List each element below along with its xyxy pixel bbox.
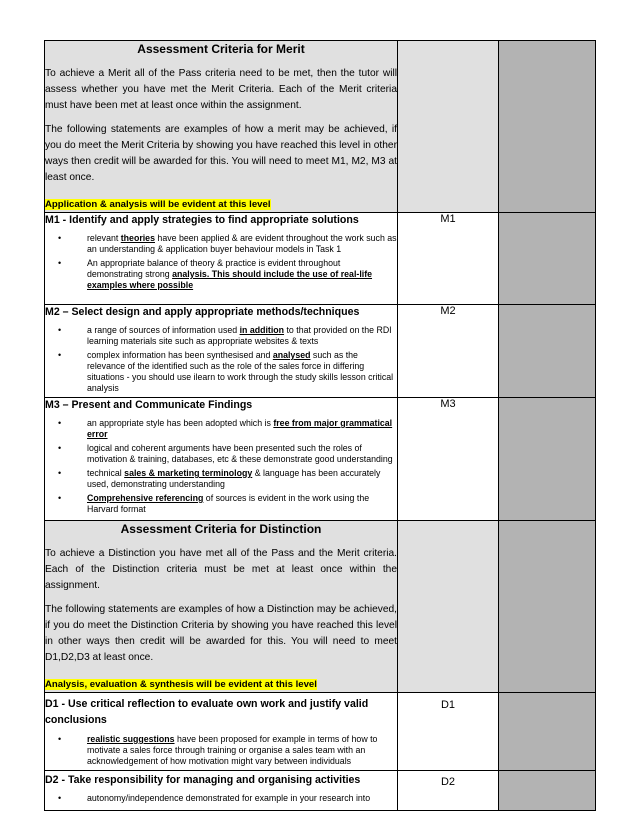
criterion-row-d2 (45, 771, 596, 811)
d2-gray-cell (499, 771, 596, 811)
merit-title: Assessment Criteria for Merit (137, 42, 305, 56)
list-item: • autonomy/independence demonstrated for example in your research into (45, 793, 397, 804)
list-item (45, 493, 397, 515)
text-run: complex information has been synthesised and (87, 350, 273, 360)
m2-code: M2 (398, 305, 499, 398)
text-run: technical (87, 468, 125, 478)
text-run: to that provided on the RDI learning materials site such as appropriate websites & texts (87, 325, 392, 346)
m1-gray-cell (499, 213, 596, 305)
d2-title: D2 - Take responsibility for managing and organising activities (45, 774, 361, 786)
distinction-header-code-cell (398, 521, 499, 693)
text-run: & language has been accurately used, demonstrating understanding (87, 468, 381, 489)
text-run: relevant (87, 233, 121, 243)
m2-gray-cell (499, 305, 596, 398)
list-item: • logical and coherent arguments have been presented such the roles of motivation & training, databases, etc & these demonstrate good understanding (45, 443, 397, 465)
merit-highlight: Application & analysis will be evident at this level (45, 199, 271, 210)
d1-cell (45, 693, 398, 771)
criterion-row-m3 (45, 398, 596, 521)
m1-title: M1 - Identify and apply strategies to find appropriate solutions (45, 214, 359, 226)
m3-code: M3 (398, 398, 499, 521)
emphasis: free from major grammatical error (87, 418, 393, 439)
emphasis: analysis. This should include the use of real-life examples where possible (87, 269, 373, 290)
text-run: have been proposed for example in terms of how to motivate a sales force through training or organise a sales team with an acknowledgement of how motivation might vary between individuals (87, 734, 378, 766)
m3-cell (45, 398, 398, 521)
m1-code: M1 (398, 213, 499, 305)
distinction-intro: To achieve a Distinction you have met all of the Pass and the Merit criteria. Each of the Distinction criteria must be met at least once within the assignment. (45, 548, 397, 591)
assessment-criteria-table (44, 40, 596, 811)
d1-title: D1 - Use critical reflection to evaluate own work and justify valid conclusions (45, 698, 369, 726)
text-run: An appropriate balance of theory & practice is evident throughout demonstrating strong (87, 258, 341, 279)
list-item (45, 350, 397, 394)
list-item (45, 734, 397, 767)
merit-examples: The following statements are examples of how a merit may be achieved, if you do meet the Merit Criteria by showing you have reached this level in other ways then credit will be awarded for this. You will need to meet M1, M2, M3 at least once. (45, 124, 397, 183)
emphasis: realistic suggestions (87, 734, 175, 744)
d1-code: D1 (398, 693, 499, 771)
emphasis: analysed (272, 350, 311, 360)
list-item (45, 233, 397, 255)
emphasis: in addition (239, 325, 285, 335)
merit-header-cell (45, 41, 398, 213)
merit-header-code-cell (398, 41, 499, 213)
distinction-highlight: Analysis, evaluation & synthesis will be evident at this level (45, 679, 317, 690)
text-run: of sources is evident in the work using the Harvard format (87, 493, 370, 514)
merit-intro: To achieve a Merit all of the Pass criteria need to be met, then the tutor will assess whether you have met the Merit Criteria. Each of the Merit criteria must have been met at least once within the assignment. (45, 68, 397, 111)
m2-title: M2 – Select design and apply appropriate methods/techniques (45, 306, 360, 318)
distinction-header-cell (45, 521, 398, 693)
emphasis: Comprehensive referencing (87, 493, 204, 503)
distinction-header-row (45, 521, 596, 693)
distinction-title: Assessment Criteria for Distinction (120, 522, 322, 536)
m3-title: M3 – Present and Communicate Findings (45, 399, 253, 411)
text-run: have been applied & are evident throughout the work such as an understanding & application buyer behaviour models in Task 1 (87, 233, 397, 254)
list-item (45, 258, 397, 291)
emphasis: theories (120, 233, 155, 243)
merit-header-row (45, 41, 596, 213)
d2-cell (45, 771, 398, 811)
m1-cell (45, 213, 398, 305)
distinction-header-gray-cell (499, 521, 596, 693)
distinction-examples: The following statements are examples of how a Distinction may be achieved, if you do meet the Distinction Criteria by showing you have reached this level in other ways then credit will be awarded for this. You will need to meet D1,D2,D3 at least once. (45, 604, 397, 663)
list-item (45, 418, 397, 440)
text-run: an appropriate style has been adopted which is (87, 418, 274, 428)
merit-header-gray-cell (499, 41, 596, 213)
d1-gray-cell (499, 693, 596, 771)
m2-cell (45, 305, 398, 398)
criterion-row-m1 (45, 213, 596, 305)
emphasis: sales & marketing terminology (124, 468, 253, 478)
d2-code: D2 (398, 771, 499, 811)
criterion-row-m2 (45, 305, 596, 398)
text-run: a range of sources of information used (87, 325, 240, 335)
text-run: such as the relevance of the identified such as the role of the sales force in differing situations - you should use ilearn to work through the study skills lesson critical analysis (87, 350, 394, 393)
list-item (45, 468, 397, 490)
m3-gray-cell (499, 398, 596, 521)
list-item (45, 325, 397, 347)
criterion-row-d1 (45, 693, 596, 771)
